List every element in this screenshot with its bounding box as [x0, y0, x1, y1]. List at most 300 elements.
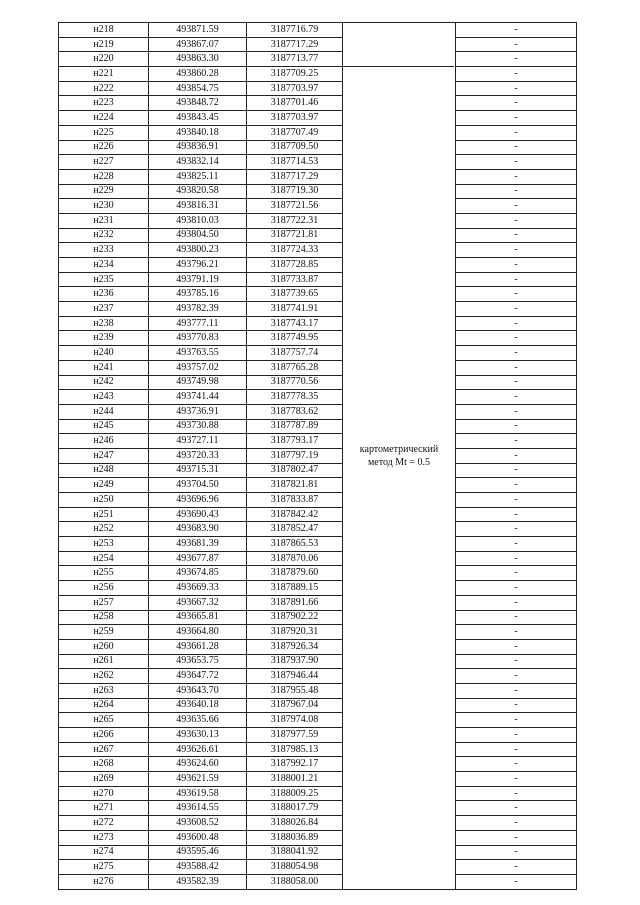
x-coordinate-cell: 493683.90 — [149, 522, 247, 537]
table-row — [59, 874, 577, 889]
y-coordinate-cell: 3188017.79 — [247, 801, 343, 816]
y-coordinate-cell: 3187926.34 — [247, 639, 343, 654]
x-coordinate-cell: 493667.32 — [149, 595, 247, 610]
accuracy-cell: - — [456, 390, 577, 405]
y-coordinate-cell: 3187724.33 — [247, 243, 343, 258]
accuracy-cell: - — [456, 434, 577, 449]
accuracy-cell: - — [456, 625, 577, 640]
point-name-cell: н255 — [59, 566, 149, 581]
accuracy-cell: - — [456, 845, 577, 860]
method-line-1: картометрический — [359, 443, 439, 455]
accuracy-cell: - — [456, 243, 577, 258]
table-row — [59, 493, 577, 508]
y-coordinate-cell: 3187967.04 — [247, 698, 343, 713]
accuracy-cell: - — [456, 213, 577, 228]
point-name-cell: н248 — [59, 463, 149, 478]
x-coordinate-cell: 493727.11 — [149, 434, 247, 449]
table-row — [59, 169, 577, 184]
table-row — [59, 243, 577, 258]
y-coordinate-cell: 3187902.22 — [247, 610, 343, 625]
y-coordinate-cell: 3187757.74 — [247, 346, 343, 361]
y-coordinate-cell: 3187709.50 — [247, 140, 343, 155]
y-coordinate-cell: 3187787.89 — [247, 419, 343, 434]
table-row — [59, 654, 577, 669]
y-coordinate-cell: 3187717.29 — [247, 37, 343, 52]
y-coordinate-cell: 3187778.35 — [247, 390, 343, 405]
accuracy-cell: - — [456, 830, 577, 845]
point-name-cell: н236 — [59, 287, 149, 302]
point-name-cell: н226 — [59, 140, 149, 155]
point-name-cell: н269 — [59, 772, 149, 787]
point-name-cell: н235 — [59, 272, 149, 287]
y-coordinate-cell: 3187741.91 — [247, 302, 343, 317]
y-coordinate-cell: 3188054.98 — [247, 860, 343, 875]
x-coordinate-cell: 493871.59 — [149, 23, 247, 38]
point-name-cell: н260 — [59, 639, 149, 654]
y-coordinate-cell: 3187743.17 — [247, 316, 343, 331]
accuracy-cell: - — [456, 96, 577, 111]
x-coordinate-cell: 493825.11 — [149, 169, 247, 184]
table-row — [59, 566, 577, 581]
x-coordinate-cell: 493836.91 — [149, 140, 247, 155]
accuracy-cell: - — [456, 228, 577, 243]
x-coordinate-cell: 493690.43 — [149, 507, 247, 522]
x-coordinate-cell: 493674.85 — [149, 566, 247, 581]
table-row — [59, 757, 577, 772]
table-row — [59, 669, 577, 684]
table-row — [59, 258, 577, 273]
x-coordinate-cell: 493664.80 — [149, 625, 247, 640]
x-coordinate-cell: 493863.30 — [149, 52, 247, 67]
accuracy-cell: - — [456, 728, 577, 743]
point-name-cell: н220 — [59, 52, 149, 67]
accuracy-cell: - — [456, 37, 577, 52]
x-coordinate-cell: 493804.50 — [149, 228, 247, 243]
accuracy-cell: - — [456, 639, 577, 654]
accuracy-cell: - — [456, 683, 577, 698]
accuracy-cell: - — [456, 874, 577, 889]
table-row — [59, 742, 577, 757]
method-cell — [343, 23, 456, 890]
point-name-cell: н254 — [59, 551, 149, 566]
point-name-cell: н271 — [59, 801, 149, 816]
point-name-cell: н247 — [59, 448, 149, 463]
coordinates-table — [58, 22, 577, 890]
x-coordinate-cell: 493677.87 — [149, 551, 247, 566]
accuracy-cell: - — [456, 595, 577, 610]
accuracy-cell: - — [456, 125, 577, 140]
point-name-cell: н225 — [59, 125, 149, 140]
point-name-cell: н233 — [59, 243, 149, 258]
table-row — [59, 713, 577, 728]
table-row — [59, 816, 577, 831]
table-row — [59, 111, 577, 126]
x-coordinate-cell: 493621.59 — [149, 772, 247, 787]
table-row — [59, 683, 577, 698]
table-row — [59, 551, 577, 566]
y-coordinate-cell: 3187721.81 — [247, 228, 343, 243]
x-coordinate-cell: 493624.60 — [149, 757, 247, 772]
point-name-cell: н246 — [59, 434, 149, 449]
accuracy-cell: - — [456, 493, 577, 508]
y-coordinate-cell: 3187733.87 — [247, 272, 343, 287]
accuracy-cell: - — [456, 331, 577, 346]
point-name-cell: н228 — [59, 169, 149, 184]
table-divider-line — [342, 66, 454, 67]
point-name-cell: н245 — [59, 419, 149, 434]
accuracy-cell: - — [456, 140, 577, 155]
point-name-cell: н275 — [59, 860, 149, 875]
point-name-cell: н239 — [59, 331, 149, 346]
accuracy-cell: - — [456, 757, 577, 772]
method-line-2: метод Mt = 0.5 — [367, 456, 431, 468]
x-coordinate-cell: 493669.33 — [149, 581, 247, 596]
y-coordinate-cell: 3187937.90 — [247, 654, 343, 669]
point-name-cell: н232 — [59, 228, 149, 243]
table-row — [59, 581, 577, 596]
accuracy-cell: - — [456, 23, 577, 38]
x-coordinate-cell: 493730.88 — [149, 419, 247, 434]
accuracy-cell: - — [456, 287, 577, 302]
x-coordinate-cell: 493777.11 — [149, 316, 247, 331]
x-coordinate-cell: 493741.44 — [149, 390, 247, 405]
y-coordinate-cell: 3187920.31 — [247, 625, 343, 640]
accuracy-cell: - — [456, 272, 577, 287]
point-name-cell: н256 — [59, 581, 149, 596]
point-name-cell: н264 — [59, 698, 149, 713]
y-coordinate-cell: 3187709.25 — [247, 67, 343, 82]
accuracy-cell: - — [456, 67, 577, 82]
table-row — [59, 184, 577, 199]
accuracy-cell: - — [456, 404, 577, 419]
accuracy-cell: - — [456, 463, 577, 478]
accuracy-cell: - — [456, 786, 577, 801]
x-coordinate-cell: 493770.83 — [149, 331, 247, 346]
x-coordinate-cell: 493757.02 — [149, 360, 247, 375]
y-coordinate-cell: 3187722.31 — [247, 213, 343, 228]
table-row — [59, 52, 577, 67]
x-coordinate-cell: 493600.48 — [149, 830, 247, 845]
table-row — [59, 448, 577, 463]
table-row — [59, 478, 577, 493]
accuracy-cell: - — [456, 375, 577, 390]
accuracy-cell: - — [456, 302, 577, 317]
point-name-cell: н249 — [59, 478, 149, 493]
table-row — [59, 125, 577, 140]
table-row — [59, 360, 577, 375]
table-row — [59, 199, 577, 214]
point-name-cell: н229 — [59, 184, 149, 199]
x-coordinate-cell: 493860.28 — [149, 67, 247, 82]
point-name-cell: н238 — [59, 316, 149, 331]
accuracy-cell: - — [456, 199, 577, 214]
accuracy-cell: - — [456, 169, 577, 184]
point-name-cell: н276 — [59, 874, 149, 889]
accuracy-cell: - — [456, 742, 577, 757]
accuracy-cell: - — [456, 507, 577, 522]
x-coordinate-cell: 493647.72 — [149, 669, 247, 684]
point-name-cell: н253 — [59, 537, 149, 552]
accuracy-cell: - — [456, 860, 577, 875]
x-coordinate-cell: 493608.52 — [149, 816, 247, 831]
point-name-cell: н259 — [59, 625, 149, 640]
point-name-cell: н221 — [59, 67, 149, 82]
y-coordinate-cell: 3187765.28 — [247, 360, 343, 375]
x-coordinate-cell: 493696.96 — [149, 493, 247, 508]
table-row — [59, 228, 577, 243]
y-coordinate-cell: 3187946.44 — [247, 669, 343, 684]
accuracy-cell: - — [456, 801, 577, 816]
accuracy-cell: - — [456, 81, 577, 96]
point-name-cell: н218 — [59, 23, 149, 38]
table-row — [59, 639, 577, 654]
y-coordinate-cell: 3187802.47 — [247, 463, 343, 478]
y-coordinate-cell: 3187716.79 — [247, 23, 343, 38]
y-coordinate-cell: 3188009.25 — [247, 786, 343, 801]
x-coordinate-cell: 493595.46 — [149, 845, 247, 860]
accuracy-cell: - — [456, 52, 577, 67]
accuracy-cell: - — [456, 698, 577, 713]
y-coordinate-cell: 3187749.95 — [247, 331, 343, 346]
table-row — [59, 698, 577, 713]
point-name-cell: н273 — [59, 830, 149, 845]
point-name-cell: н230 — [59, 199, 149, 214]
x-coordinate-cell: 493820.58 — [149, 184, 247, 199]
table-row — [59, 140, 577, 155]
x-coordinate-cell: 493619.58 — [149, 786, 247, 801]
point-name-cell: н223 — [59, 96, 149, 111]
x-coordinate-cell: 493749.98 — [149, 375, 247, 390]
table-row — [59, 67, 577, 82]
x-coordinate-cell: 493635.66 — [149, 713, 247, 728]
x-coordinate-cell: 493614.55 — [149, 801, 247, 816]
point-name-cell: н240 — [59, 346, 149, 361]
y-coordinate-cell: 3187865.53 — [247, 537, 343, 552]
coordinates-table-body — [59, 23, 577, 890]
y-coordinate-cell: 3187833.87 — [247, 493, 343, 508]
y-coordinate-cell: 3187739.65 — [247, 287, 343, 302]
table-row — [59, 302, 577, 317]
table-row — [59, 23, 577, 38]
accuracy-cell: - — [456, 816, 577, 831]
y-coordinate-cell: 3187985.13 — [247, 742, 343, 757]
y-coordinate-cell: 3187721.56 — [247, 199, 343, 214]
point-name-cell: н244 — [59, 404, 149, 419]
accuracy-cell: - — [456, 184, 577, 199]
accuracy-cell: - — [456, 537, 577, 552]
y-coordinate-cell: 3187974.08 — [247, 713, 343, 728]
y-coordinate-cell: 3187955.48 — [247, 683, 343, 698]
point-name-cell: н219 — [59, 37, 149, 52]
y-coordinate-cell: 3188058.00 — [247, 874, 343, 889]
point-name-cell: н266 — [59, 728, 149, 743]
table-row — [59, 625, 577, 640]
table-row — [59, 419, 577, 434]
x-coordinate-cell: 493782.39 — [149, 302, 247, 317]
table-row — [59, 375, 577, 390]
accuracy-cell: - — [456, 522, 577, 537]
point-name-cell: н270 — [59, 786, 149, 801]
point-name-cell: н265 — [59, 713, 149, 728]
accuracy-cell: - — [456, 155, 577, 170]
table-row — [59, 728, 577, 743]
accuracy-cell: - — [456, 419, 577, 434]
table-row — [59, 522, 577, 537]
table-row — [59, 316, 577, 331]
accuracy-cell: - — [456, 346, 577, 361]
point-name-cell: н262 — [59, 669, 149, 684]
y-coordinate-cell: 3187770.56 — [247, 375, 343, 390]
table-row — [59, 287, 577, 302]
point-name-cell: н227 — [59, 155, 149, 170]
y-coordinate-cell: 3187728.85 — [247, 258, 343, 273]
y-coordinate-cell: 3187707.49 — [247, 125, 343, 140]
y-coordinate-cell: 3187719.30 — [247, 184, 343, 199]
x-coordinate-cell: 493843.45 — [149, 111, 247, 126]
point-name-cell: н267 — [59, 742, 149, 757]
y-coordinate-cell: 3187703.97 — [247, 111, 343, 126]
point-name-cell: н242 — [59, 375, 149, 390]
point-name-cell: н261 — [59, 654, 149, 669]
y-coordinate-cell: 3187793.17 — [247, 434, 343, 449]
y-coordinate-cell: 3187889.15 — [247, 581, 343, 596]
accuracy-cell: - — [456, 654, 577, 669]
y-coordinate-cell: 3187783.62 — [247, 404, 343, 419]
x-coordinate-cell: 493832.14 — [149, 155, 247, 170]
y-coordinate-cell: 3187977.59 — [247, 728, 343, 743]
y-coordinate-cell: 3187879.60 — [247, 566, 343, 581]
accuracy-cell: - — [456, 551, 577, 566]
point-name-cell: н231 — [59, 213, 149, 228]
table-row — [59, 404, 577, 419]
x-coordinate-cell: 493736.91 — [149, 404, 247, 419]
table-row — [59, 610, 577, 625]
x-coordinate-cell: 493840.18 — [149, 125, 247, 140]
table-row — [59, 37, 577, 52]
y-coordinate-cell: 3187717.29 — [247, 169, 343, 184]
x-coordinate-cell: 493643.70 — [149, 683, 247, 698]
y-coordinate-cell: 3187842.42 — [247, 507, 343, 522]
y-coordinate-cell: 3188036.89 — [247, 830, 343, 845]
y-coordinate-cell: 3188026.84 — [247, 816, 343, 831]
point-name-cell: н251 — [59, 507, 149, 522]
x-coordinate-cell: 493720.33 — [149, 448, 247, 463]
x-coordinate-cell: 493785.16 — [149, 287, 247, 302]
x-coordinate-cell: 493715.31 — [149, 463, 247, 478]
table-row — [59, 830, 577, 845]
y-coordinate-cell: 3187713.77 — [247, 52, 343, 67]
x-coordinate-cell: 493800.23 — [149, 243, 247, 258]
x-coordinate-cell: 493848.72 — [149, 96, 247, 111]
y-coordinate-cell: 3187714.53 — [247, 155, 343, 170]
table-row — [59, 786, 577, 801]
table-row — [59, 155, 577, 170]
table-row — [59, 96, 577, 111]
x-coordinate-cell: 493630.13 — [149, 728, 247, 743]
x-coordinate-cell: 493763.55 — [149, 346, 247, 361]
table-row — [59, 272, 577, 287]
y-coordinate-cell: 3187852.47 — [247, 522, 343, 537]
accuracy-cell: - — [456, 772, 577, 787]
y-coordinate-cell: 3188001.21 — [247, 772, 343, 787]
x-coordinate-cell: 493704.50 — [149, 478, 247, 493]
accuracy-cell: - — [456, 258, 577, 273]
y-coordinate-cell: 3187870.06 — [247, 551, 343, 566]
x-coordinate-cell: 493816.31 — [149, 199, 247, 214]
x-coordinate-cell: 493653.75 — [149, 654, 247, 669]
point-name-cell: н250 — [59, 493, 149, 508]
table-row — [59, 81, 577, 96]
x-coordinate-cell: 493665.81 — [149, 610, 247, 625]
y-coordinate-cell: 3187992.17 — [247, 757, 343, 772]
y-coordinate-cell: 3188041.92 — [247, 845, 343, 860]
accuracy-cell: - — [456, 610, 577, 625]
y-coordinate-cell: 3187797.19 — [247, 448, 343, 463]
point-name-cell: н257 — [59, 595, 149, 610]
x-coordinate-cell: 493796.21 — [149, 258, 247, 273]
accuracy-cell: - — [456, 316, 577, 331]
accuracy-cell: - — [456, 478, 577, 493]
x-coordinate-cell: 493791.19 — [149, 272, 247, 287]
table-row — [59, 845, 577, 860]
table-row — [59, 213, 577, 228]
table-row — [59, 346, 577, 361]
table-row — [59, 507, 577, 522]
x-coordinate-cell: 493681.39 — [149, 537, 247, 552]
accuracy-cell: - — [456, 669, 577, 684]
point-name-cell: н241 — [59, 360, 149, 375]
y-coordinate-cell: 3187891.66 — [247, 595, 343, 610]
accuracy-cell: - — [456, 581, 577, 596]
y-coordinate-cell: 3187701.46 — [247, 96, 343, 111]
table-row — [59, 537, 577, 552]
point-name-cell: н224 — [59, 111, 149, 126]
table-row — [59, 390, 577, 405]
x-coordinate-cell: 493867.07 — [149, 37, 247, 52]
x-coordinate-cell: 493810.03 — [149, 213, 247, 228]
table-row — [59, 463, 577, 478]
x-coordinate-cell: 493640.18 — [149, 698, 247, 713]
accuracy-cell: - — [456, 360, 577, 375]
table-row — [59, 801, 577, 816]
point-name-cell: н222 — [59, 81, 149, 96]
table-row — [59, 595, 577, 610]
table-row — [59, 860, 577, 875]
x-coordinate-cell: 493582.39 — [149, 874, 247, 889]
point-name-cell: н243 — [59, 390, 149, 405]
accuracy-cell: - — [456, 111, 577, 126]
x-coordinate-cell: 493661.28 — [149, 639, 247, 654]
table-row — [59, 331, 577, 346]
point-name-cell: н258 — [59, 610, 149, 625]
point-name-cell: н263 — [59, 683, 149, 698]
point-name-cell: н274 — [59, 845, 149, 860]
table-row — [59, 772, 577, 787]
point-name-cell: н272 — [59, 816, 149, 831]
table-row — [59, 434, 577, 449]
x-coordinate-cell: 493588.42 — [149, 860, 247, 875]
x-coordinate-cell: 493854.75 — [149, 81, 247, 96]
y-coordinate-cell: 3187703.97 — [247, 81, 343, 96]
point-name-cell: н252 — [59, 522, 149, 537]
point-name-cell: н268 — [59, 757, 149, 772]
y-coordinate-cell: 3187821.81 — [247, 478, 343, 493]
accuracy-cell: - — [456, 448, 577, 463]
x-coordinate-cell: 493626.61 — [149, 742, 247, 757]
point-name-cell: н234 — [59, 258, 149, 273]
accuracy-cell: - — [456, 566, 577, 581]
accuracy-cell: - — [456, 713, 577, 728]
